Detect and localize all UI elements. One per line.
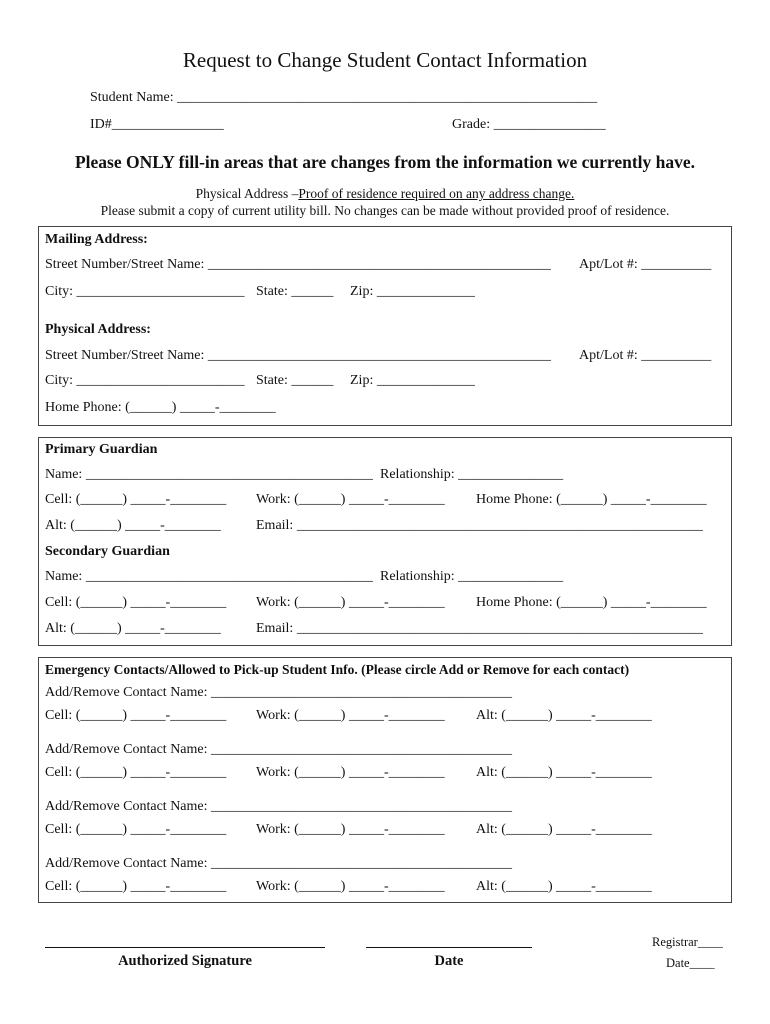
utility-bill-note: Please submit a copy of current utility bill. No changes can be made without provided proof of residence. [100, 203, 670, 218]
mailing-address-heading: Mailing Address: [45, 232, 148, 247]
emergency-contact-work-field[interactable]: Work: (______) _____-________ [256, 765, 445, 780]
secondary-alt-field[interactable]: Alt: (______) _____-________ [45, 621, 221, 636]
physical-note-prefix: Physical Address – [195, 186, 299, 201]
mailing-zip-field[interactable]: Zip: ______________ [350, 284, 475, 299]
student-name-field[interactable]: Student Name: ____________________________________________________________ [90, 90, 598, 105]
proof-required-note: Proof of residence required on any address change. [298, 186, 575, 201]
primary-home-phone-field[interactable]: Home Phone: (______) _____-________ [476, 492, 707, 507]
notice-heading: Please ONLY fill-in areas that are changes from the information we currently have. [74, 152, 696, 172]
emergency-heading: Emergency Contacts/Allowed to Pick-up Student Info. (Please circle Add or Remove for each contact) [45, 662, 630, 677]
emergency-contact-alt-field[interactable]: Alt: (______) _____-________ [476, 765, 652, 780]
emergency-contact-alt-field[interactable]: Alt: (______) _____-________ [476, 822, 652, 837]
secondary-email-field[interactable]: Email: __________________________________________________________ [256, 621, 703, 636]
primary-guardian-heading: Primary Guardian [45, 442, 158, 457]
secondary-home-phone-field[interactable]: Home Phone: (______) _____-________ [476, 595, 707, 610]
emergency-contact-name-field[interactable]: Add/Remove Contact Name: ___________________________________________ [45, 856, 513, 871]
mailing-city-field[interactable]: City: ________________________ [45, 284, 245, 299]
registrar-date-field[interactable]: Date____ [666, 956, 715, 970]
physical-address-heading: Physical Address: [45, 322, 151, 337]
mailing-state-field[interactable]: State: ______ [256, 284, 334, 299]
emergency-contact-cell-field[interactable]: Cell: (______) _____-________ [45, 822, 227, 837]
emergency-contact-cell-field[interactable]: Cell: (______) _____-________ [45, 765, 227, 780]
emergency-contact-name-field[interactable]: Add/Remove Contact Name: ___________________________________________ [45, 742, 513, 757]
registrar-initials-field[interactable]: Registrar____ [652, 935, 723, 949]
primary-relationship-field[interactable]: Relationship: _______________ [380, 467, 564, 482]
secondary-cell-field[interactable]: Cell: (______) _____-________ [45, 595, 227, 610]
date-line[interactable] [366, 947, 532, 948]
mailing-apt-field[interactable]: Apt/Lot #: __________ [579, 257, 712, 272]
grade-field[interactable]: Grade: ________________ [452, 117, 606, 132]
emergency-contact-cell-field[interactable]: Cell: (______) _____-________ [45, 879, 227, 894]
physical-street-field[interactable]: Street Number/Street Name: _________________________________________________ [45, 348, 551, 363]
emergency-contact-alt-field[interactable]: Alt: (______) _____-________ [476, 708, 652, 723]
emergency-contact-work-field[interactable]: Work: (______) _____-________ [256, 708, 445, 723]
emergency-contact-work-field[interactable]: Work: (______) _____-________ [256, 822, 445, 837]
emergency-contact-cell-field[interactable]: Cell: (______) _____-________ [45, 708, 227, 723]
form-title: Request to Change Student Contact Information [182, 48, 588, 72]
secondary-relationship-field[interactable]: Relationship: _______________ [380, 569, 564, 584]
emergency-contact-name-field[interactable]: Add/Remove Contact Name: ___________________________________________ [45, 799, 513, 814]
mailing-street-field[interactable]: Street Number/Street Name: _________________________________________________ [45, 257, 551, 272]
emergency-contact-work-field[interactable]: Work: (______) _____-________ [256, 879, 445, 894]
date-label: Date [434, 953, 464, 969]
physical-apt-field[interactable]: Apt/Lot #: __________ [579, 348, 712, 363]
primary-email-field[interactable]: Email: __________________________________________________________ [256, 518, 703, 533]
secondary-work-field[interactable]: Work: (______) _____-________ [256, 595, 445, 610]
authorized-signature-label: Authorized Signature [118, 953, 252, 969]
home-phone-field[interactable]: Home Phone: (______) _____-________ [45, 400, 276, 415]
secondary-guardian-heading: Secondary Guardian [45, 544, 170, 559]
emergency-contact-alt-field[interactable]: Alt: (______) _____-________ [476, 879, 652, 894]
physical-city-field[interactable]: City: ________________________ [45, 373, 245, 388]
physical-address-note [0, 186, 770, 202]
primary-cell-field[interactable]: Cell: (______) _____-________ [45, 492, 227, 507]
physical-zip-field[interactable]: Zip: ______________ [350, 373, 475, 388]
emergency-contact-name-field[interactable]: Add/Remove Contact Name: ___________________________________________ [45, 685, 513, 700]
primary-work-field[interactable]: Work: (______) _____-________ [256, 492, 445, 507]
primary-alt-field[interactable]: Alt: (______) _____-________ [45, 518, 221, 533]
primary-name-field[interactable]: Name: _________________________________________ [45, 467, 373, 482]
physical-state-field[interactable]: State: ______ [256, 373, 334, 388]
authorized-signature-line[interactable] [45, 947, 325, 948]
student-id-field[interactable]: ID#________________ [90, 117, 224, 132]
secondary-name-field[interactable]: Name: _________________________________________ [45, 569, 373, 584]
